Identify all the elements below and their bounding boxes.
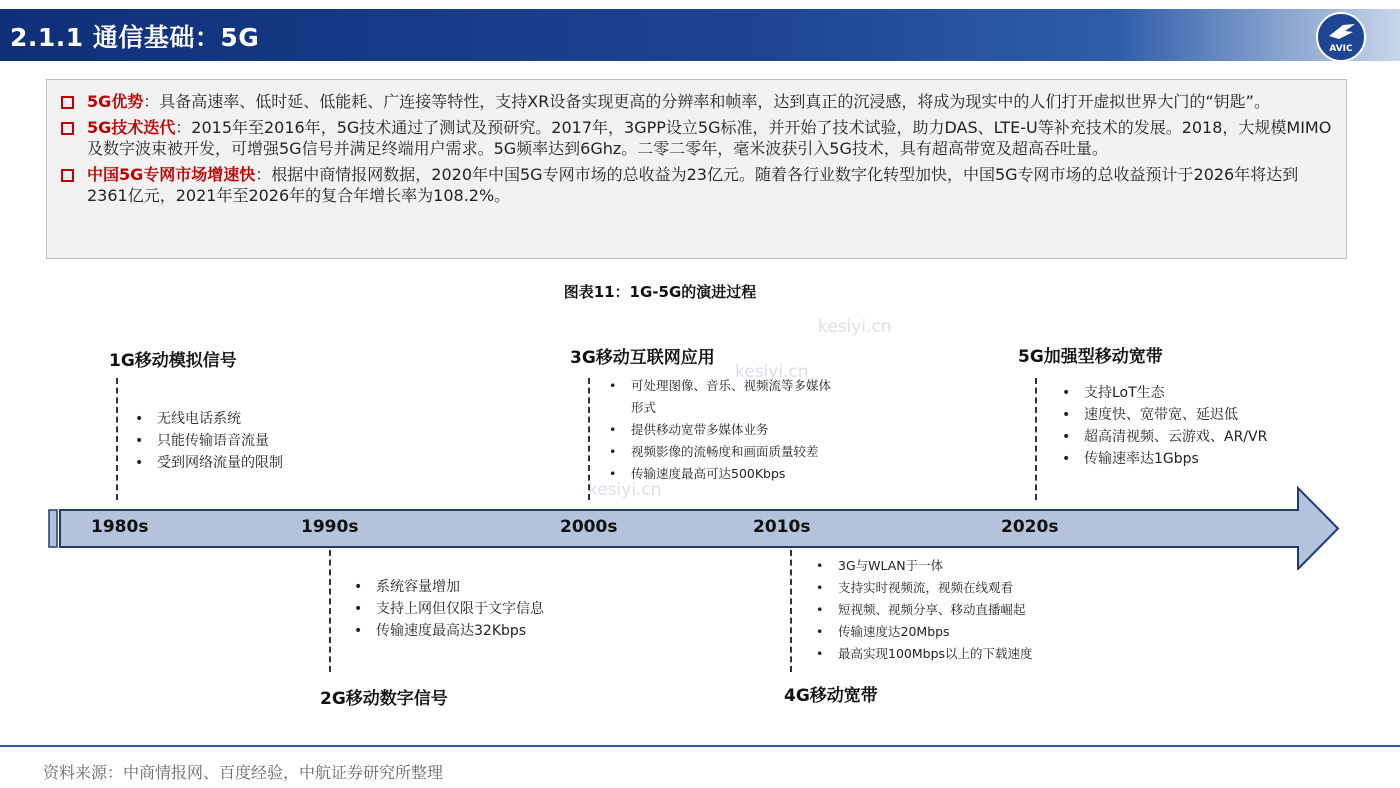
list-item: • 可处理图像、音乐、视频流等多媒体 (609, 375, 831, 397)
list-item: • 速度快、宽带宽、延迟低 (1062, 404, 1267, 426)
list-item: • 系统容量增加 (354, 576, 544, 598)
summary-item (61, 164, 1334, 206)
list-item: • 支持实时视频流，视频在线观看 (816, 577, 1033, 599)
era-points-2g (354, 576, 544, 642)
wing-icon (1327, 22, 1357, 42)
square-bullet-icon (61, 169, 74, 182)
summary-text: ：根据中商情报网数据，2020年中国5G专网市场的总收益为23亿元。随着各行业数字化转型加快，中国5G专网市场的总收益预计于2026年将达到2361亿元，2021年至2026年的复合年增长率为108.2%。 (87, 165, 1299, 205)
list-item: • 超高清视频、云游戏、AR/VR (1062, 426, 1267, 448)
summary-key: 5G技术迭代 (87, 118, 176, 137)
list-item: • 受到网络流量的限制 (135, 452, 283, 474)
timeline-arrow-body (60, 488, 1338, 569)
connector-5g (1035, 378, 1037, 500)
list-item: • 只能传输语音流量 (135, 430, 283, 452)
era-title-4g: 4G移动宽带 (784, 686, 878, 706)
watermark: kesiyi.cn (818, 317, 892, 337)
square-bullet-icon (61, 122, 74, 135)
era-title-2g: 2G移动数字信号 (320, 689, 448, 709)
list-item-text: 形式 (631, 400, 657, 415)
list-item: • 提供移动宽带多媒体业务 (609, 419, 831, 441)
watermark: kesiyi.cn (588, 480, 662, 500)
summary-item (61, 117, 1334, 159)
list-item: • 支持LoT生态 (1062, 382, 1267, 404)
summary-text: ：具备高速率、低时延、低能耗、广连接等特性，支持XR设备实现更高的分辨率和帧率，达到真正的沉浸感，将成为现实中的人们打开虚拟世界大门的“钥匙”。 (143, 92, 1270, 111)
tick-2010s: 2010s (753, 517, 811, 537)
list-item: • 短视频、视频分享、移动直播崛起 (816, 599, 1033, 621)
avic-logo (1316, 12, 1366, 62)
list-item: • 3G与WLAN于一体 (816, 555, 1033, 577)
tick-1990s: 1990s (301, 517, 359, 537)
list-item: • 传输速度最高达32Kbps (354, 620, 544, 642)
tick-2000s: 2000s (560, 517, 618, 537)
watermark: kesiyi.cn (735, 362, 809, 382)
list-item: • 最高实现100Mbps以上的下载速度 (816, 643, 1033, 665)
footer-divider (0, 745, 1400, 747)
summary-box (46, 79, 1347, 259)
header-bar (0, 9, 1400, 61)
tick-1980s: 1980s (91, 517, 149, 537)
summary-text: ：2015年至2016年，5G技术通过了测试及预研究。2017年，3GPP设立5G标准，并开始了技术试验，助力DAS、LTE-U等补充技术的发展。2018，大规模MIMO及数字波束被开发，可增强5G信号并满足终端用户需求。5G频率达到6Ghz。二零二零年，毫米波获引入5G技术，具有超高带宽及超高吞吐量。 (87, 118, 1332, 158)
page-title: 2.1.1 通信基础：5G (10, 23, 260, 52)
summary-key: 5G优势 (87, 92, 144, 111)
connector-4g (790, 550, 792, 672)
era-points-4g (816, 555, 1033, 665)
connector-1g (116, 378, 118, 500)
summary-key: 中国5G专网市场增速快 (87, 165, 256, 184)
connector-3g (588, 378, 590, 500)
era-points-5g (1062, 382, 1267, 470)
connector-2g (329, 550, 331, 672)
list-item: • 无线电话系统 (135, 408, 283, 430)
list-item-continuation (609, 397, 831, 419)
square-bullet-icon (61, 96, 74, 109)
figure-title: 图表11：1G-5G的演进过程 (563, 283, 757, 301)
era-title-1g: 1G移动模拟信号 (109, 351, 237, 371)
list-item: • 传输速度最高可达500Kbps (609, 463, 831, 485)
list-item: • 视频影像的流畅度和画面质量较差 (609, 441, 831, 463)
era-points-3g (609, 375, 831, 485)
tick-2020s: 2020s (1001, 517, 1059, 537)
source-note: 资料来源：中商情报网、百度经验，中航证券研究所整理 (43, 763, 444, 782)
list-item: • 传输速率达1Gbps (1062, 448, 1267, 470)
timeline-arrow-cap (49, 510, 57, 547)
timeline-arrow (0, 480, 1400, 570)
logo-text: AVIC (1329, 44, 1353, 54)
era-title-5g: 5G加强型移动宽带 (1018, 347, 1163, 367)
summary-item (61, 91, 1334, 112)
list-item: • 传输速度达20Mbps (816, 621, 1033, 643)
era-points-1g (135, 408, 283, 474)
list-item: • 支持上网但仅限于文字信息 (354, 598, 544, 620)
era-title-3g: 3G移动互联网应用 (570, 348, 715, 368)
